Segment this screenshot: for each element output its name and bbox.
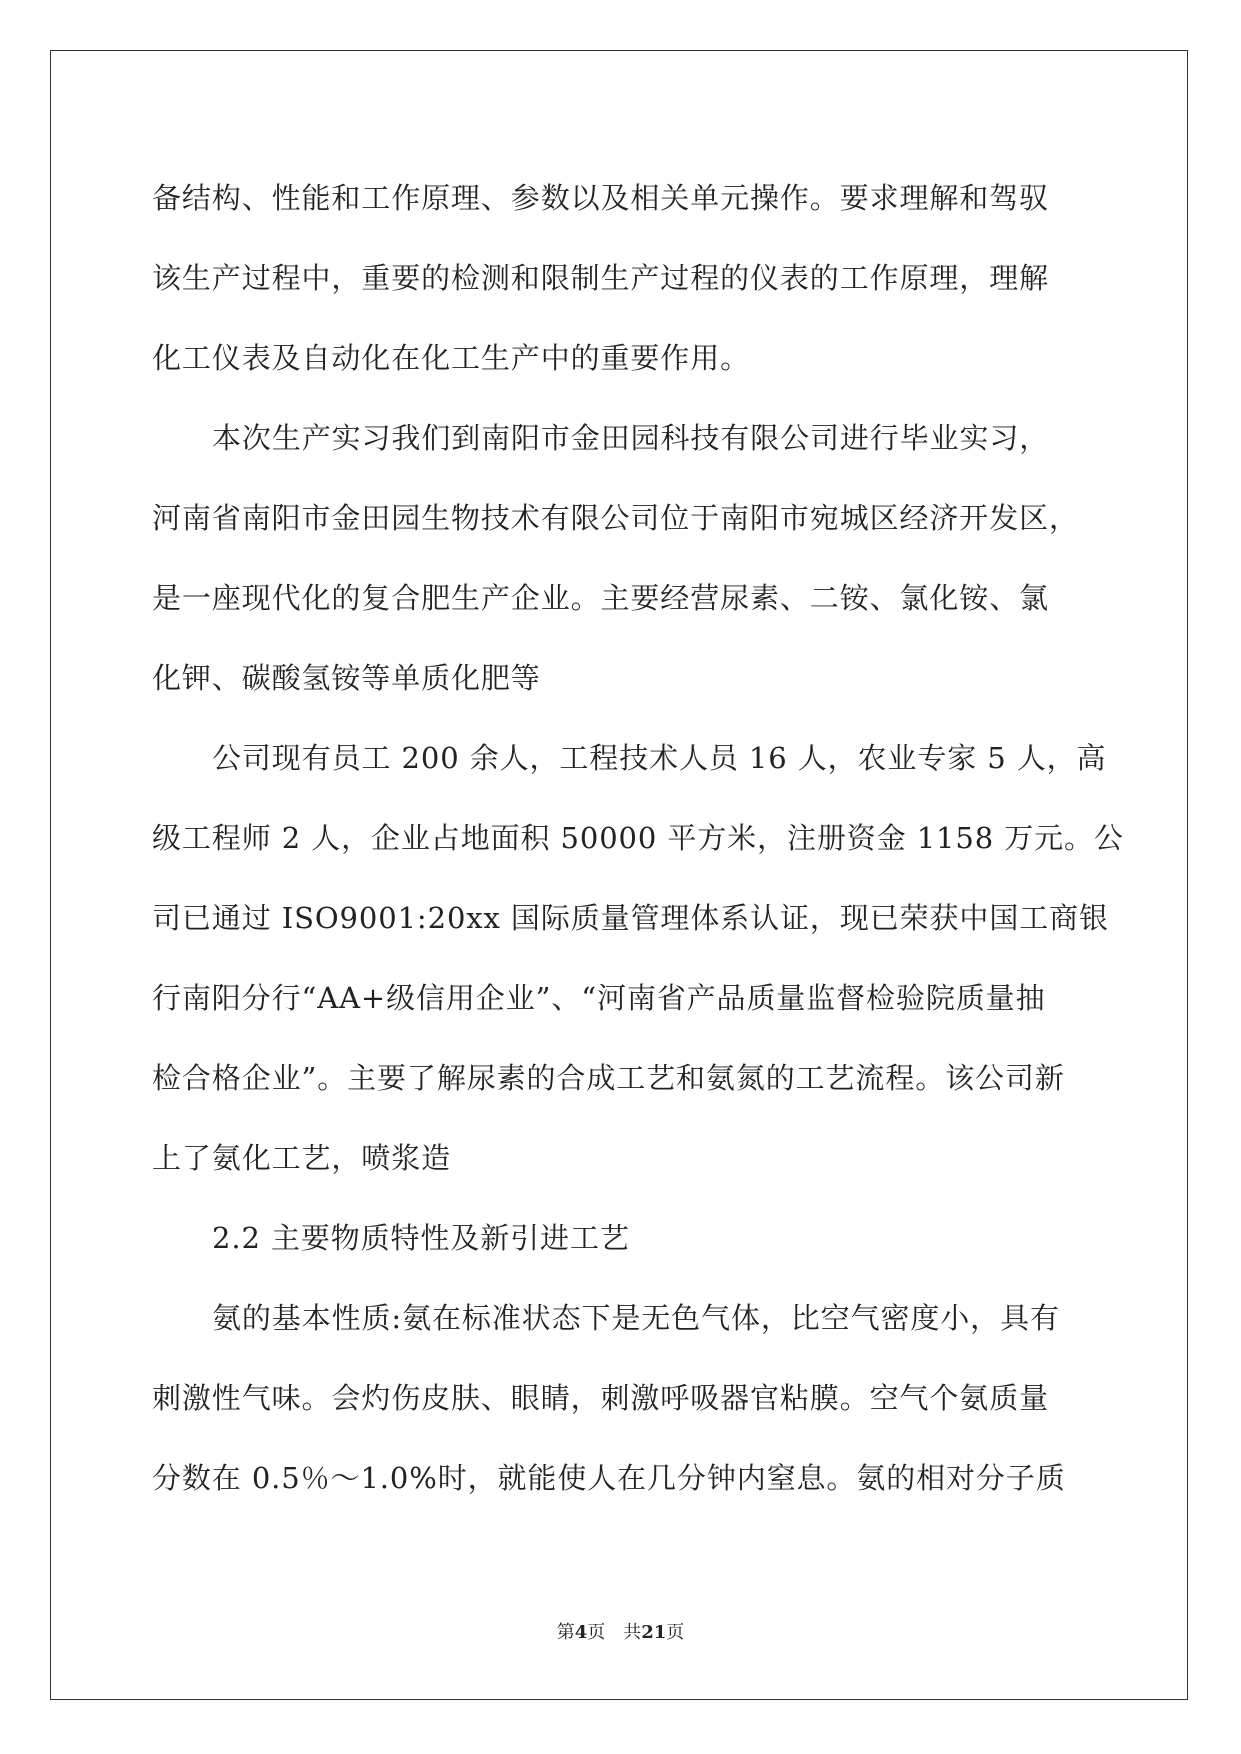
text-line-15: 氨的基本性质:氨在标准状态下是无色气体，比空气密度小，具有 [212, 1301, 1060, 1335]
text-line-12: 检合格企业”。主要了解尿素的合成工艺和氨氮的工艺流程。该公司新 [152, 1061, 1065, 1095]
text-line-4: 本次生产实习我们到南阳市金田园科技有限公司进行毕业实习， [212, 421, 1050, 455]
footer-suffix: 页 [666, 1622, 685, 1643]
text-line-11: 行南阳分行“AA+级信用企业”、“河南省产品质量监督检验院质量抽 [152, 981, 1046, 1015]
text-line-16: 刺激性气味。会灼伤皮肤、眼睛，刺激呼吸器官粘膜。空气个氨质量 [152, 1381, 1050, 1415]
text-line-2: 该生产过程中，重要的检测和限制生产过程的仪表的工作原理，理解 [152, 261, 1050, 295]
text-line-9: 级工程师 2 人，企业占地面积 50000 平方米，注册资金 1158 万元。公 [152, 821, 1124, 855]
text-line-8: 公司现有员工 200 余人，工程技术人员 16 人，农业专家 5 人，高 [212, 741, 1107, 775]
text-line-17: 分数在 0.5％～1.0%时，就能使人在几分钟内窒息。氨的相对分子质 [152, 1461, 1066, 1495]
total-page-count: 21 [641, 1622, 667, 1643]
page-footer [0, 1618, 1241, 1644]
footer-middle: 页 共 [587, 1622, 642, 1643]
document-body [152, 158, 1124, 1518]
text-line-13: 上了氨化工艺，喷浆造 [152, 1141, 452, 1175]
text-line-7: 化钾、碳酸氢铵等单质化肥等 [152, 661, 541, 695]
section-heading: 2.2 主要物质特性及新引进工艺 [212, 1221, 630, 1255]
text-line-10: 司已通过 ISO9001:20xx 国际质量管理体系认证，现已荣获中国工商银 [152, 901, 1109, 935]
text-line-3: 化工仪表及自动化在化工生产中的重要作用。 [152, 341, 751, 375]
text-line-5: 河南省南阳市金田园生物技术有限公司位于南阳市宛城区经济开发区， [152, 501, 1079, 535]
current-page-number: 4 [574, 1622, 588, 1643]
footer-prefix: 第 [556, 1622, 575, 1643]
text-line-6: 是一座现代化的复合肥生产企业。主要经营尿素、二铵、氯化铵、氯 [152, 581, 1050, 615]
text-line-1: 备结构、性能和工作原理、参数以及相关单元操作。要求理解和驾驭 [152, 181, 1050, 215]
